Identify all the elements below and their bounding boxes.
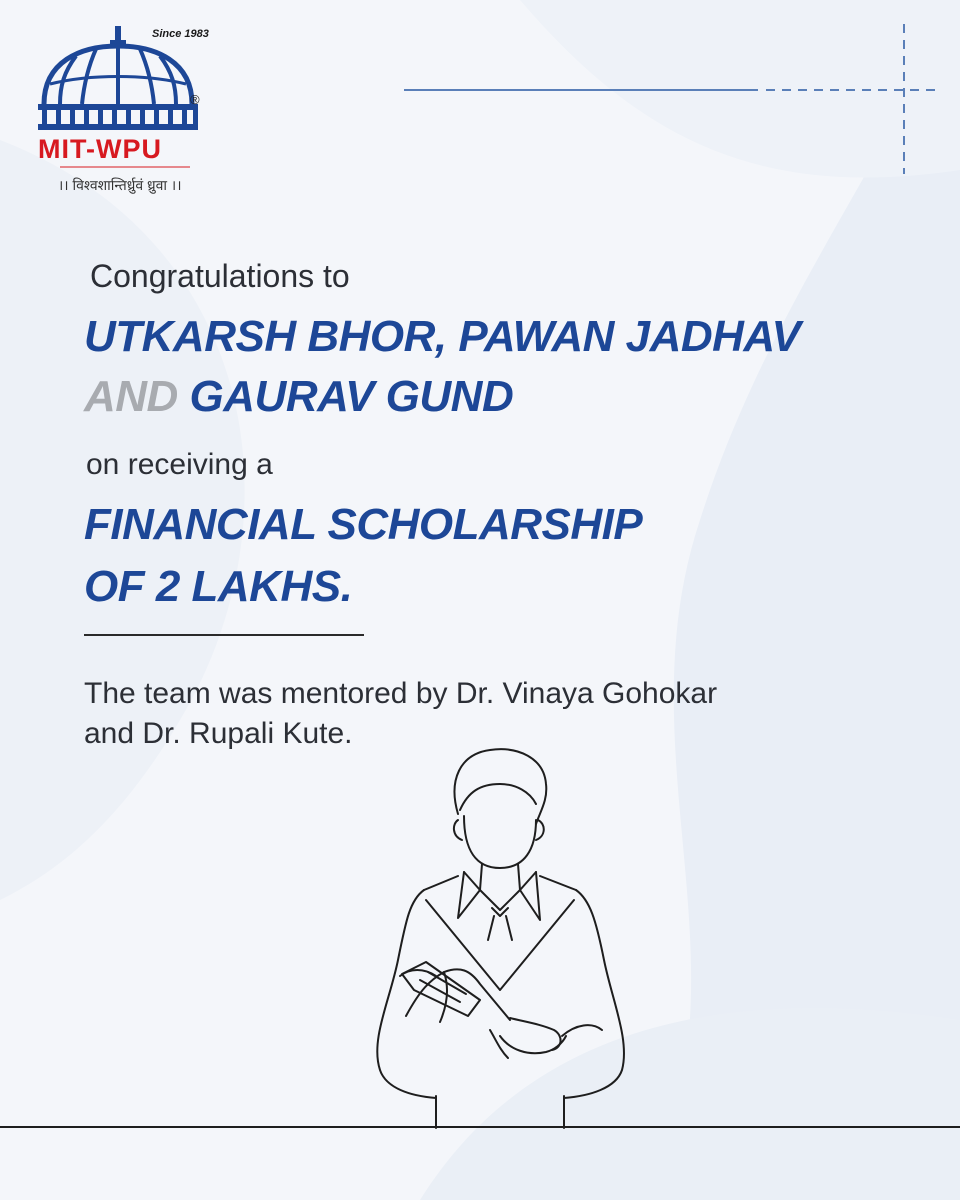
student-names-line2 xyxy=(84,372,513,422)
scholarship-line2: OF 2 LAKHS. xyxy=(84,562,353,611)
dome-icon xyxy=(30,22,220,202)
mentor-line1: The team was mentored by Dr. Vinaya Gohokar xyxy=(84,677,718,710)
brand-motto: ।। विश्वशान्तिर्ध्रुवं ध्रुवा ।। xyxy=(58,177,182,193)
student-name-gaurav: GAURAV GUND xyxy=(177,372,514,421)
scholarship-line1: FINANCIAL SCHOLARSHIP xyxy=(84,500,643,549)
receiving-text: on receiving a xyxy=(86,448,273,481)
mentor-line2: and Dr. Rupali Kute. xyxy=(84,717,353,750)
baseline xyxy=(0,1126,960,1128)
registered-mark: ® xyxy=(190,92,200,107)
decorative-line xyxy=(380,20,960,180)
divider xyxy=(84,634,364,636)
student-names-line1: UTKARSH BHOR, PAWAN JADHAV xyxy=(84,312,801,361)
congrats-text: Congratulations to xyxy=(90,258,350,294)
since-label: Since 1983 xyxy=(152,28,209,40)
person-holding-cheque-icon xyxy=(340,740,660,1132)
brand-name: MIT-WPU xyxy=(38,134,162,164)
and-word: AND xyxy=(84,372,178,421)
